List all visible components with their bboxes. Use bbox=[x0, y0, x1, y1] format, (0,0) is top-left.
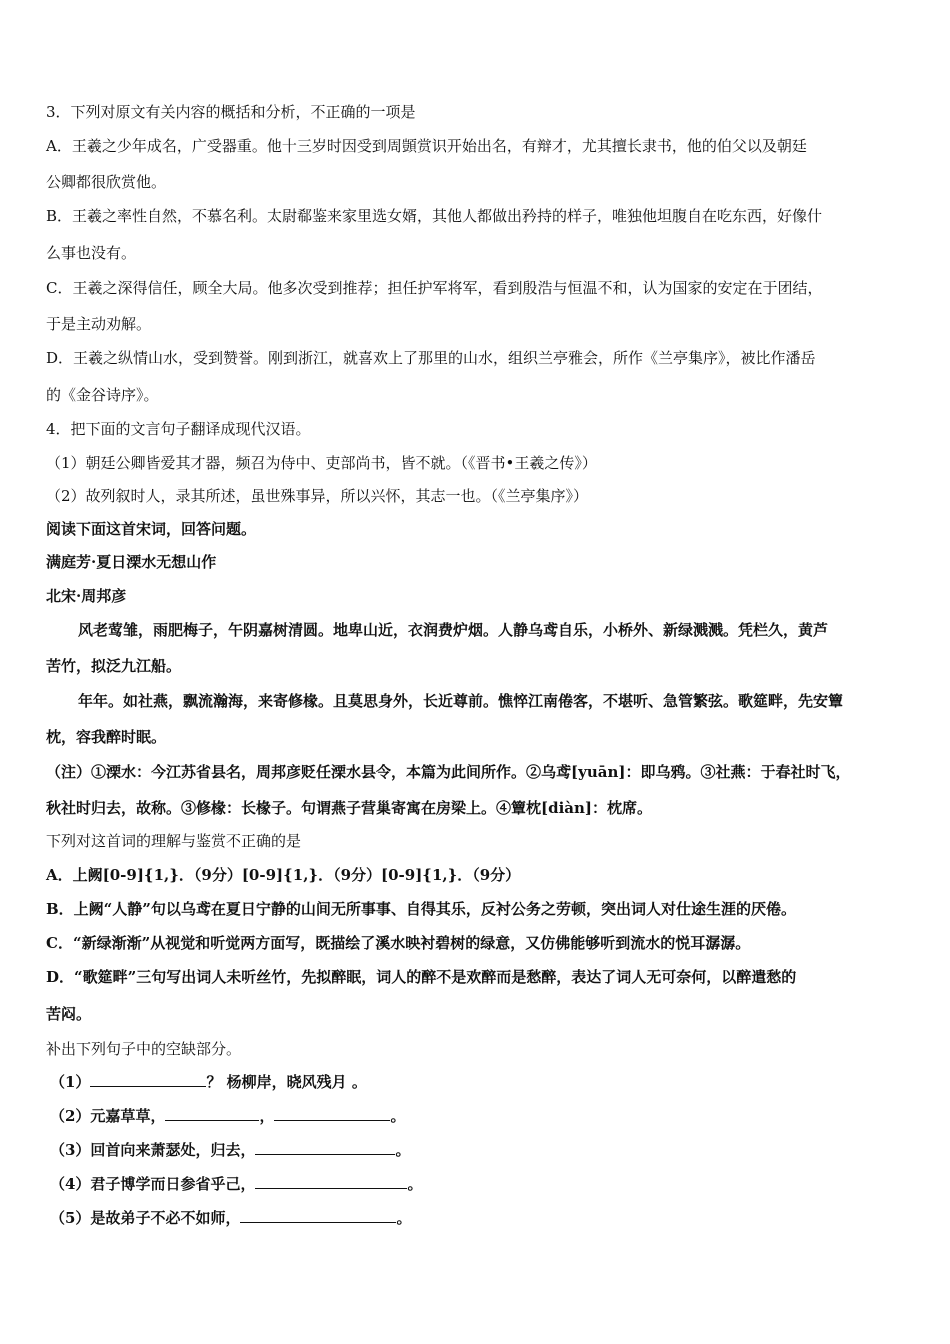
mc-option-a: A．上阙[0-9]{1,}．（9分）[0-9]{1,}．（9分）[0-9]{1,}．（9分） bbox=[46, 866, 521, 884]
fill-item-4 bbox=[50, 1173, 422, 1195]
answer-blank-4[interactable] bbox=[255, 1174, 407, 1189]
q3-option-d-cont: 的《金谷诗序》。 bbox=[46, 386, 159, 404]
q3-option-c: C．王羲之深得信任，顾全大局。他多次受到推荐；担任护军将军，看到殷浩与恒温不和，认为国家的安定在于团结， bbox=[46, 279, 823, 297]
fill-item-4-label: （4）君子博学而日参省乎己， bbox=[50, 1175, 256, 1193]
answer-blank-1[interactable] bbox=[90, 1072, 206, 1087]
poem-title: 满庭芳·夏日溧水无想山作 bbox=[46, 553, 217, 571]
poem-line-4: 枕，容我醉时眠。 bbox=[46, 728, 167, 746]
poem-note: （注）①溧水：今江苏省县名，周邦彦贬任溧水县令，本篇为此间所作。②乌鸢[yuān]：即乌鸦。③社燕：于春社时飞， bbox=[46, 763, 851, 781]
mc-stem: 下列对这首词的理解与鉴赏不正确的是 bbox=[46, 832, 302, 850]
mc-option-b: B．上阙“人静”句以乌鸢在夏日宁静的山间无所事事、自得其乐，反衬公务之劳顿，突出词人对仕途生涯的厌倦。 bbox=[46, 900, 796, 918]
answer-blank-2b[interactable] bbox=[274, 1106, 390, 1121]
fill-item-3 bbox=[50, 1139, 410, 1161]
fill-item-5-label: （5）是故弟子不必不如师， bbox=[50, 1209, 241, 1227]
fill-item-2-label: （2）元嘉草草， bbox=[50, 1107, 166, 1125]
q3-option-a-cont: 公卿都很欣赏他。 bbox=[46, 173, 167, 191]
q4-sentence-2: （2）故列叙时人，录其所述，虽世殊事异，所以兴怀，其志一也。（《兰亭集序》） bbox=[46, 487, 589, 505]
poem-intro: 阅读下面这首宋词，回答问题。 bbox=[46, 520, 257, 538]
q4-stem: 4．把下面的文言句子翻译成现代汉语。 bbox=[46, 420, 311, 438]
q3-option-b: B．王羲之率性自然，不慕名利。太尉郗鉴来家里选女婿，其他人都做出矜持的样子，唯独他坦腹自在吃东西，好像什 bbox=[46, 207, 823, 225]
fill-item-2-sep: ， bbox=[259, 1107, 275, 1125]
q3-option-c-cont: 于是主动劝解。 bbox=[46, 315, 152, 333]
fill-item-3-label: （3）回首向来萧瑟处，归去， bbox=[50, 1141, 256, 1159]
mc-option-c: C．“新绿渐渐”从视觉和听觉两方面写，既描绘了溪水映衬碧树的绿意，又仿佛能够听到流水的悦耳潺潺。 bbox=[46, 934, 751, 952]
q3-option-b-cont: 么事也没有。 bbox=[46, 244, 137, 262]
poem-note-cont: 秋社时归去，故称。③修椽：长椽子。句谓燕子营巢寄寓在房梁上。④簟枕[diàn]：枕席。 bbox=[46, 799, 653, 817]
q3-stem: 3．下列对原文有关内容的概括和分析，不正确的一项是 bbox=[46, 103, 416, 121]
fill-stem: 补出下列句子中的空缺部分。 bbox=[46, 1040, 242, 1058]
poem-line-3: 年年。如社燕，飘流瀚海，来寄修椽。且莫思身外，长近尊前。憔悴江南倦客，不堪听、急管繁弦。歌筵畔，先安簟 bbox=[78, 692, 844, 710]
poem-line-1: 风老莺雏，雨肥梅子，午阴嘉树清圆。地卑山近，衣润费炉烟。人静乌鸢自乐，小桥外、新绿溅溅。凭栏久，黄芦 bbox=[78, 621, 829, 639]
q3-option-d: D．王羲之纵情山水，受到赞誉。刚到浙江，就喜欢上了那里的山水，组织兰亭雅会，所作《兰亭集序》，被比作潘岳 bbox=[46, 349, 816, 367]
fill-item-1-text: ？ 杨柳岸，晓风残月 。 bbox=[206, 1073, 367, 1091]
fill-item-2-end: 。 bbox=[390, 1107, 406, 1125]
poem-author: 北宋·周邦彦 bbox=[46, 587, 127, 605]
answer-blank-5[interactable] bbox=[240, 1208, 396, 1223]
fill-item-3-end: 。 bbox=[395, 1141, 411, 1159]
q4-sentence-1: （1）朝廷公卿皆爱其才器，频召为侍中、吏部尚书，皆不就。（《晋书•王羲之传》） bbox=[46, 454, 597, 472]
q3-option-a: A．王羲之少年成名，广受器重。他十三岁时因受到周顗赏识开始出名，有辩才，尤其擅长隶书，他的伯父以及朝廷 bbox=[46, 137, 807, 155]
fill-item-5-end: 。 bbox=[396, 1209, 412, 1227]
fill-item-2 bbox=[50, 1105, 405, 1127]
fill-item-5 bbox=[50, 1207, 411, 1229]
poem-line-2: 苦竹，拟泛九江船。 bbox=[46, 657, 182, 675]
answer-blank-3[interactable] bbox=[255, 1140, 395, 1155]
fill-item-1 bbox=[50, 1071, 367, 1093]
fill-item-4-end: 。 bbox=[407, 1175, 423, 1193]
answer-blank-2a[interactable] bbox=[165, 1106, 259, 1121]
mc-option-d-cont: 苦闷。 bbox=[46, 1005, 92, 1023]
fill-item-1-label: （1） bbox=[50, 1073, 91, 1091]
mc-option-d: D．“歌筵畔”三句写出词人未听丝竹，先拟醉眠，词人的醉不是欢醉而是愁醉，表达了词人无可奈何，以醉遣愁的 bbox=[46, 968, 797, 986]
